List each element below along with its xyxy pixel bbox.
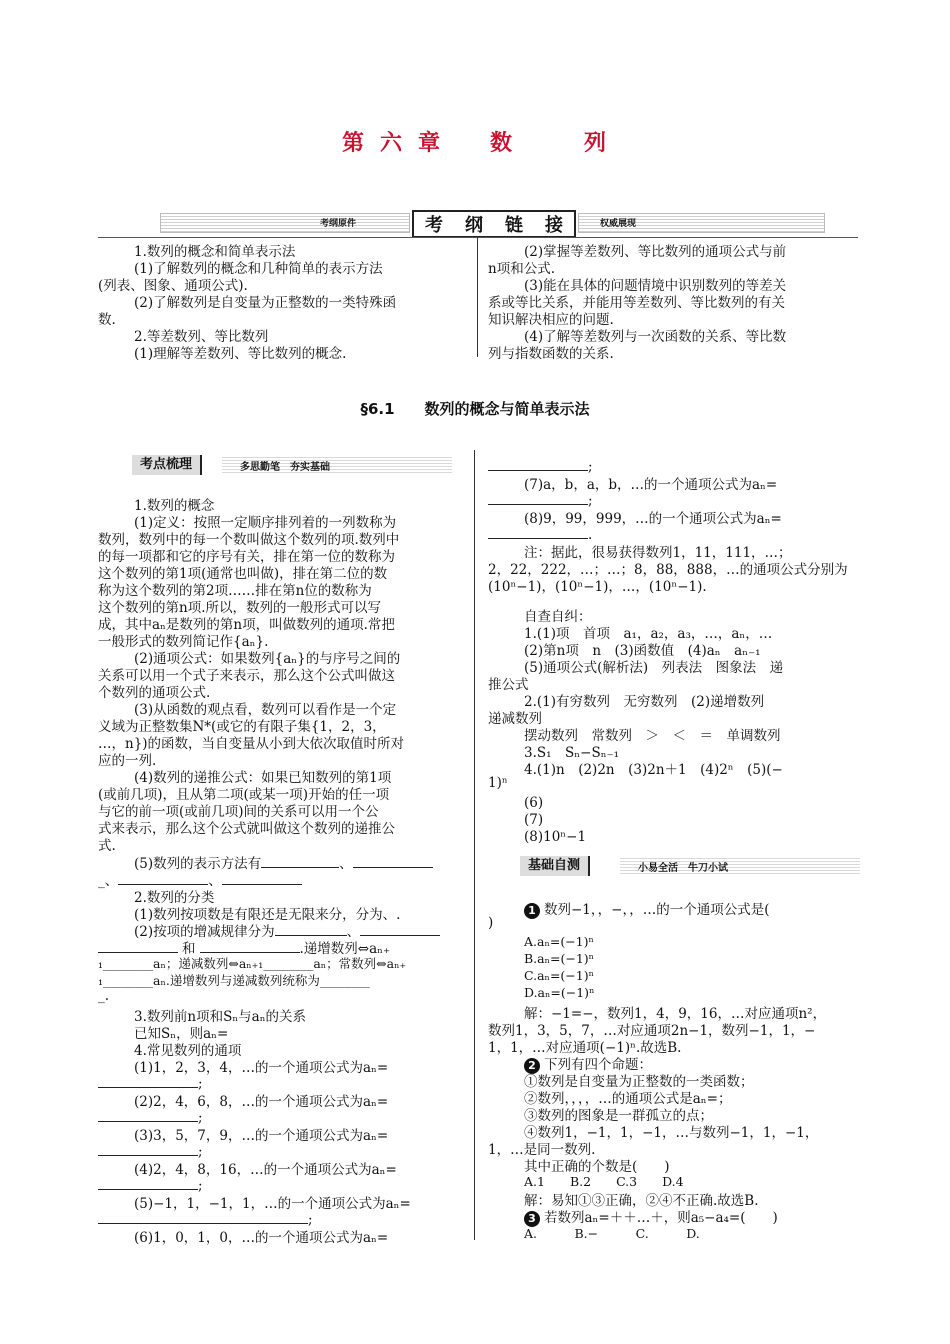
body-text: 关系可以用一个式子来表示，那么这个公式叫做这 — [98, 668, 395, 684]
body-text: (4)数列的递推公式：如果已知数列的第1项 — [134, 770, 392, 786]
fill-blank — [353, 853, 433, 868]
fill-blank — [98, 938, 178, 953]
body-text: (2)按项的增减规律分为 — [134, 924, 275, 940]
body-text: 2，22，222，…；…；8，88，888，…的通项公式分别为 — [488, 562, 848, 578]
body-text: 的每一项都和它的序号有关，排在第一位的数称为 — [98, 549, 395, 565]
solution-text: 数列1，3，5，7，…对应通项2n−1，数列−1，1，− — [488, 1023, 816, 1039]
body-text: (1)数列按项数是有限还是无限来分，分为、. — [134, 907, 401, 923]
option: C.aₙ=(−1)ⁿ — [524, 968, 595, 983]
body-text: 推公式 — [488, 677, 529, 693]
body-text: …，n})的函数，当自变量从小到大依次取值时所对 — [98, 736, 405, 752]
body-text: 、 — [208, 873, 222, 889]
outline-left-tag: 考纲原件 — [320, 219, 357, 229]
kaodian-sub: 多思勤笔 夯实基础 — [240, 462, 330, 473]
body-text: (1)定义：按照一定顺序排列着的一列数称为 — [134, 515, 397, 531]
body-text: ) — [488, 915, 494, 931]
chapter-char: 第 — [341, 131, 366, 156]
body-text: (1)1，2，3，4，…的一个通项公式为aₙ= — [134, 1060, 389, 1076]
option: A.1 B.2 C.3 D.4 — [524, 1174, 684, 1189]
body-text: 2.(1)有穷数列 无穷数列 (2)递增数列 — [524, 694, 765, 710]
question-number-icon: 3 — [524, 1211, 540, 1227]
body-text: 4.常见数列的通项 — [134, 1043, 242, 1059]
solution-text: 1，1，…对应通项(−1)ⁿ.故选B. — [488, 1040, 682, 1056]
body-text: 已知Sₙ，则aₙ= — [134, 1026, 229, 1042]
body-text: (3)3，5，7，9，…的一个通项公式为aₙ= — [134, 1128, 389, 1144]
body-text: (10ⁿ−1)，(10ⁿ−1)，…，(10ⁿ−1). — [488, 579, 707, 595]
fill-blank — [488, 490, 588, 505]
body-text: .递增数列⇔aₙ₊ — [299, 941, 391, 957]
body-text: 这个数列的第1项(通常也叫做)，排在第二位的数 — [98, 566, 388, 582]
body-text: 与它的前一项(或前几项)间的关系可以用一个公 — [98, 804, 379, 820]
fill-blank — [200, 938, 300, 953]
outline-text: (2)了解数列是自变量为正整数的一类特殊函 — [134, 295, 397, 311]
body-text: (或前几项)，且从第二项(或某一项)开始的任一项 — [98, 787, 390, 803]
body-text: 、 — [339, 856, 353, 872]
body-text: . — [588, 527, 593, 543]
body-text: (8)9，99，999，…的一个通项公式为aₙ= — [524, 511, 782, 527]
body-text: (7) — [524, 812, 544, 828]
body-text: ₁________aₙ.递增数列与递减数列统称为________ — [98, 973, 370, 988]
body-text: ; — [198, 1178, 203, 1194]
outline-box — [412, 210, 576, 238]
body-text: ₁________aₙ；递减数列⇔aₙ₊₁________aₙ；常数列⇔aₙ₊ — [98, 956, 407, 971]
question-text: 数列−1，，−，，…的一个通项公式是( — [544, 902, 770, 918]
body-text: ; — [588, 459, 593, 475]
body-text: 一般形式的数列简记作{aₙ}. — [98, 634, 269, 650]
fill-blank — [222, 870, 302, 885]
question-number-icon: 2 — [524, 1058, 540, 1074]
fill-blank — [98, 1107, 198, 1122]
outline-top-rule — [98, 237, 858, 238]
body-text: 其中正确的个数是( ) — [524, 1159, 670, 1175]
body-text: 递减数列 — [488, 711, 542, 727]
outline-divider — [477, 237, 478, 357]
body-text: 3.S₁ Sₙ−Sₙ₋₁ — [524, 745, 620, 761]
jichu-header — [520, 856, 860, 876]
body-text: (2)第n项 n (3)函数值 (4)aₙ aₙ₋₁ — [524, 643, 761, 659]
outline-text: (2)掌握等差数列、等比数列的通项公式与前 — [524, 244, 787, 260]
body-text: (2)2，4，6，8，…的一个通项公式为aₙ= — [134, 1094, 389, 1110]
fill-blank — [118, 870, 208, 885]
outline-text: (1)理解等差数列、等比数列的概念. — [134, 346, 347, 362]
outline-text: (1)了解数列的概念和几种简单的表示方法 — [134, 261, 383, 277]
body-text: 应的一列. — [98, 753, 157, 769]
body-text: 数列，数列中的每一个数叫做这个数列的项.数列中 — [98, 532, 400, 548]
jichu-tag: 基础自测 — [520, 856, 590, 876]
section-title: §6.1 数列的概念与简单表示法 — [360, 400, 590, 418]
body-text: 式. — [98, 838, 116, 854]
option: D.aₙ=(−1)ⁿ — [524, 985, 595, 1000]
body-text: ②数列，，，，…的通项公式是aₙ=； — [524, 1091, 732, 1107]
body-text: ④数列1，−1，1，−1，…与数列−1，1，−1， — [524, 1125, 819, 1141]
body-text: 3.数列前n项和Sₙ与aₙ的关系 — [134, 1009, 307, 1025]
body-text: (2)通项公式：如果数列{aₙ}的与序号之间的 — [134, 651, 401, 667]
body-text: 2.数列的分类 — [134, 890, 215, 906]
body-text: 1)ⁿ — [488, 775, 508, 791]
body-text: ; — [198, 1110, 203, 1126]
chapter-char: 列 — [584, 131, 609, 156]
outline-text: 2.等差数列、等比数列 — [134, 329, 269, 345]
body-text: 、 — [346, 924, 361, 940]
outline-right-tag: 权威展现 — [600, 219, 637, 229]
body-text: 称为这个数列的第2项……排在第n位的数称为 — [98, 583, 372, 599]
body-text: 1.数列的概念 — [134, 498, 215, 514]
chapter-char: 数 — [490, 131, 515, 156]
fill-blank — [360, 921, 440, 936]
body-text: ; — [308, 1212, 313, 1228]
question-text: 若数列aₙ=＋＋…＋，则a₅−a₄=( ) — [544, 1210, 778, 1226]
fill-blank — [98, 1175, 198, 1190]
body-text: 摆动数列 常数列 ＞ ＜ ＝ 单调数列 — [524, 728, 781, 744]
body-text: (8)10ⁿ−1 — [524, 829, 587, 845]
body-text: (6)1，0，1，0，…的一个通项公式为aₙ= — [134, 1230, 389, 1246]
body-text: 式来表示，那么这个公式就叫做这个数列的递推公 — [98, 821, 395, 837]
outline-box-char: 链 — [505, 215, 523, 236]
body-text: _、 — [98, 873, 119, 889]
body-text: ; — [198, 1144, 203, 1160]
body-text: ①数列是自变量为正整数的一类函数； — [524, 1074, 754, 1090]
option: A. B.− C. D. — [524, 1226, 700, 1241]
body-text: (6) — [524, 795, 544, 811]
question-1 — [524, 898, 769, 919]
kaodian-tag: 考点梳理 — [132, 455, 202, 475]
option: A.aₙ=(−1)ⁿ — [524, 934, 594, 949]
outline-box-char: 纲 — [465, 215, 483, 236]
body-text: ; — [588, 493, 593, 509]
fill-blank — [261, 853, 339, 868]
outline-text: n项和公式. — [488, 261, 555, 277]
body-text: (5)−1，1，−1，1，…的一个通项公式为aₙ= — [134, 1196, 411, 1212]
body-text: 4.(1)n (2)2n (3)2n＋1 (4)2ⁿ (5)(− — [524, 762, 783, 778]
fill-blank — [488, 524, 588, 539]
outline-text: 列与指数函数的关系. — [488, 346, 614, 362]
body-text: 和 — [182, 941, 196, 957]
body-text: 成，其中aₙ是数列的第n项，叫做数列的通项.常把 — [98, 617, 395, 633]
jichu-sub: 小易全活 牛刀小试 — [638, 863, 728, 874]
outline-text: 知识解决相应的问题. — [488, 312, 614, 328]
solution-text: 解：−1=−，数列1，4，9，16，…对应通项n²， — [524, 1006, 827, 1022]
question-number-icon: 1 — [524, 903, 540, 919]
option: B.aₙ=(−1)ⁿ — [524, 951, 595, 966]
kaodian-header — [132, 455, 452, 475]
outline-text: 系或等比关系，并能用等差数列、等比数列的有关 — [488, 295, 785, 311]
chapter-char: 六 — [379, 131, 404, 156]
outline-text: (4)了解等差数列与一次函数的关系、等比数 — [524, 329, 787, 345]
body-text: 注：据此，很易获得数列1，11，111，…； — [524, 545, 792, 561]
body-text: ; — [198, 1076, 203, 1092]
outline-text: 1.数列的概念和简单表示法 — [134, 244, 296, 260]
outline-box-char: 接 — [545, 215, 563, 236]
body-text: 1.(1)项 首项 a₁，a₂，a₃，…，aₙ，… — [524, 626, 773, 642]
body-text: 自查自纠： — [524, 609, 592, 625]
outline-text: 数. — [98, 312, 116, 328]
outline-header — [160, 210, 825, 236]
body-text: _. — [98, 988, 110, 1004]
body-text: ③数列的图象是一群孤立的点； — [524, 1108, 713, 1124]
body-text: 这个数列的第n项.所以，数列的一般形式可以写 — [98, 600, 381, 616]
question-text: 下列有四个命题： — [544, 1057, 652, 1073]
body-text: (5)数列的表示方法有 — [134, 856, 262, 872]
chapter-title — [0, 126, 950, 157]
fill-blank — [275, 921, 347, 936]
fill-blank — [98, 1141, 198, 1156]
fill-blank — [98, 1209, 308, 1224]
body-text: (4)2，4，8，16，…的一个通项公式为aₙ= — [134, 1162, 397, 1178]
header-stripe — [160, 213, 410, 233]
body-text: 1，…是同一数列. — [488, 1142, 596, 1158]
solution-text: 解：易知①③正确，②④不正确.故选B. — [524, 1193, 759, 1209]
body-text: (7)a，b，a，b，…的一个通项公式为aₙ= — [524, 477, 778, 493]
body-text: (5)通项公式(解析法) 列表法 图象法 递 — [524, 660, 784, 676]
chapter-char: 章 — [417, 131, 442, 156]
outline-box-char: 考 — [425, 215, 443, 236]
body-text: 个数列的通项公式. — [98, 685, 211, 701]
fill-blank — [98, 1073, 198, 1088]
body-text: 义域为正整数集N*(或它的有限子集{1，2，3， — [98, 719, 386, 735]
body-text: (3)从函数的观点看，数列可以看作是一个定 — [134, 702, 397, 718]
fill-blank — [488, 456, 588, 471]
outline-text: (3)能在具体的问题情境中识别数列的等差关 — [524, 278, 787, 294]
outline-text: (列表、图象、通项公式). — [98, 278, 248, 294]
column-divider — [474, 450, 475, 1240]
